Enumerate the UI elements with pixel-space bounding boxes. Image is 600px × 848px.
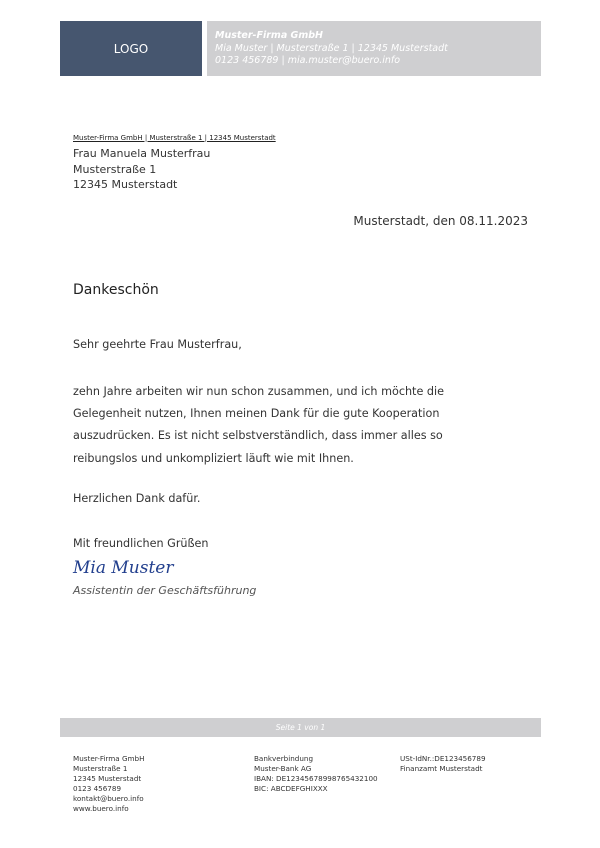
footer-tax-column [400,754,486,774]
header-phone-email: 0123 456789 | mia.muster@buero.info [215,55,401,66]
footer-bank-name: Muster-Bank AG [254,764,312,773]
body-paragraph [73,381,543,470]
letterhead-info [207,21,541,76]
footer-tax-office: Finanzamt Musterstadt [400,764,483,773]
footer-website: www.buero.info [73,804,129,813]
paragraph-line: reibungslos und unkompliziert läuft wie mit Ihnen. [73,451,354,465]
footer-vat-id: USt-IdNr.:DE123456789 [400,754,486,763]
salutation: Sehr geehrte Frau Musterfrau, [73,338,242,351]
closing-line: Mit freundlichen Grüßen [73,537,209,550]
logo-text: LOGO [113,41,149,56]
signer-role: Assistentin der Geschäftsführung [73,584,257,597]
footer-city: 12345 Musterstadt [73,774,142,783]
logo-placeholder [60,21,202,76]
letter-date: Musterstadt, den 08.11.2023 [353,214,528,228]
footer-page-bar [60,718,541,737]
footer-company-name: Muster-Firma GmbH [73,754,145,763]
footer-bic: BIC: ABCDEFGHIXXX [254,784,328,793]
header-company: Muster-Firma GmbH [215,30,323,41]
signature: Mia Muster [73,558,174,578]
footer-bank-heading: Bankverbindung [254,754,314,763]
footer-iban: IBAN: DE12345678998765432100 [254,774,378,783]
footer-street: Musterstraße 1 [73,764,128,773]
footer-bank-column [254,754,378,794]
footer-email: kontakt@buero.info [73,794,144,803]
return-address-line: Muster-Firma GmbH | Musterstraße 1 | 12345 Musterstadt [73,134,276,142]
recipient-name: Frau Manuela Musterfrau [73,147,211,160]
recipient-street: Musterstraße 1 [73,162,157,176]
paragraph-line: zehn Jahre arbeiten wir nun schon zusammen, und ich möchte die [73,385,444,398]
footer-phone: 0123 456789 [73,784,122,793]
footer-company-column [73,754,145,814]
paragraph-line: auszudrücken. Es ist nicht selbstverständlich, dass immer alles so [73,429,443,443]
letter-subject: Dankeschön [73,282,159,298]
recipient-address [73,146,210,193]
recipient-city: 12345 Musterstadt [73,178,178,191]
header-contact-line: Mia Muster | Musterstraße 1 | 12345 Musterstadt [215,42,448,54]
thanks-line: Herzlichen Dank dafür. [73,492,201,505]
paragraph-line: Gelegenheit nutzen, Ihnen meinen Dank für die gute Kooperation [73,407,440,421]
page-number: Seite 1 von 1 [275,723,326,732]
